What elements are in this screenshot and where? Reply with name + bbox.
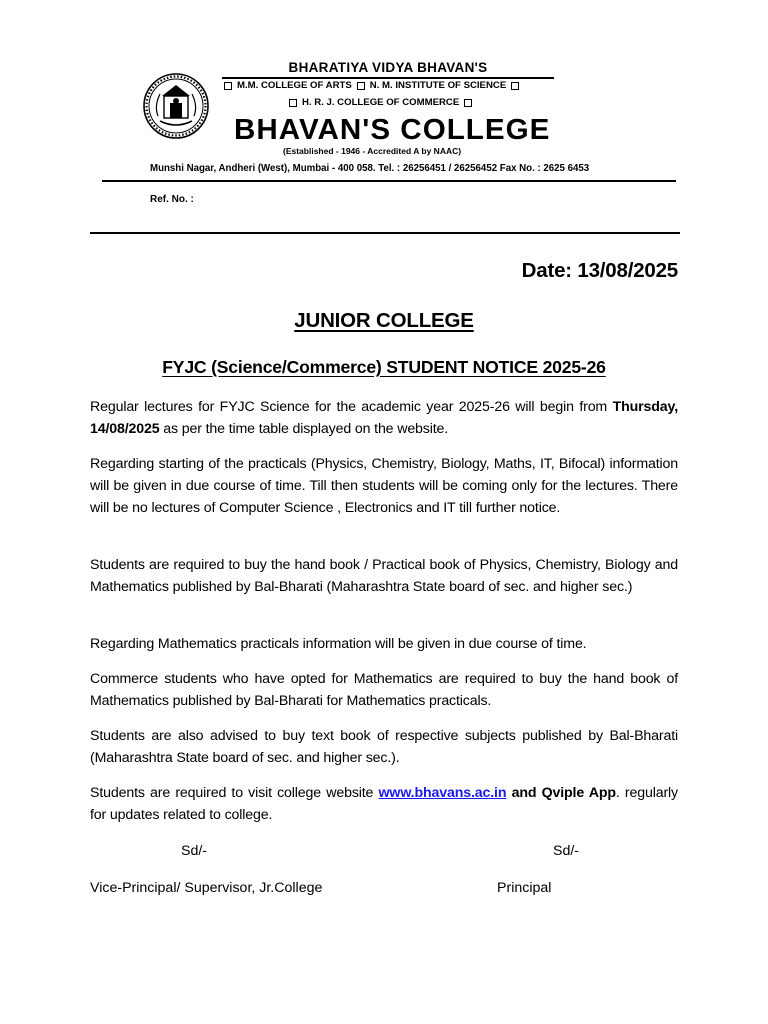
checkbox-square-icon: [511, 82, 519, 90]
paragraph-text: Students are required to visit college website: [90, 785, 379, 801]
paragraph-text: . regularly for updates related to college.: [90, 785, 678, 823]
left-signature: Sd/-: [181, 843, 208, 859]
checkbox-square-icon: [224, 82, 232, 90]
college-of-arts: M.M. COLLEGE OF ARTS: [237, 80, 352, 91]
paragraph-lectures: [90, 396, 678, 440]
vice-principal-title: Vice-Principal/ Supervisor, Jr.College: [90, 880, 323, 896]
letterhead-rule-bottom: [102, 180, 676, 182]
checkbox-square-icon: [464, 99, 472, 107]
paragraph-handbooks: Students are required to buy the hand book / Practical book of Physics, Chemistry, Biology and Mathematics published by Bal-Bharati (Maharashtra State board of sec. and higher sec.): [90, 557, 678, 595]
app-name: and Qviple App: [506, 785, 616, 801]
paragraph-text: Regular lectures for FYJC Science for the academic year 2025-26 will begin from: [90, 399, 613, 415]
paragraph-commerce-math: Commerce students who have opted for Mathematics are required to buy the hand book of Mathematics published by Bal-Bharati for Mathematics practicals.: [90, 671, 678, 709]
established-line: (Established - 1946 - Accredited A by NAAC): [283, 146, 462, 156]
letterhead-rule-top: [222, 77, 554, 79]
college-website-link[interactable]: www.bhavans.ac.in: [378, 785, 507, 801]
department-heading: JUNIOR COLLEGE: [294, 309, 474, 332]
institute-of-science: N. M. INSTITUTE OF SCIENCE: [369, 80, 507, 91]
letterhead-colleges-row-1: [224, 80, 519, 91]
college-name: BHAVAN'S COLLEGE: [234, 114, 551, 146]
notice-date: Date: 13/08/2025: [521, 259, 678, 282]
start-date: Thursday, 14/08/2025: [90, 399, 678, 437]
college-of-commerce: H. R. J. COLLEGE OF COMMERCE: [302, 97, 460, 108]
paragraph-math-practicals: Regarding Mathematics practicals information will be given in due course of time.: [90, 636, 587, 652]
college-emblem-icon: [142, 72, 210, 140]
checkbox-square-icon: [357, 82, 365, 90]
header-divider: [90, 232, 680, 234]
paragraph-textbooks: Students are also advised to buy text book of respective subjects published by Bal-Bharati (Maharashtra State board of sec. and higher sec.).: [90, 728, 678, 766]
paragraph-practicals: Regarding starting of the practicals (Physics, Chemistry, Biology, Maths, IT, Bifocal) information will be given in due course of time. Till then students will be coming only for the lectures. There will be no lectures of Computer Science , Electronics and IT till further notice.: [90, 456, 678, 516]
principal-title: Principal: [497, 880, 552, 896]
ref-number: Ref. No. :: [150, 194, 194, 205]
letterhead-colleges-row-2: [289, 97, 472, 108]
college-address: Munshi Nagar, Andheri (West), Mumbai - 400 058. Tel. : 26256451 / 26256452 Fax No. : 2625 6453: [150, 163, 590, 174]
notice-title: FYJC (Science/Commerce) STUDENT NOTICE 2025-26: [162, 357, 606, 377]
checkbox-square-icon: [289, 99, 297, 107]
paragraph-website: [90, 782, 678, 826]
org-name: BHARATIYA VIDYA BHAVAN'S: [288, 60, 488, 75]
paragraph-text: as per the time table displayed on the website.: [159, 421, 449, 437]
right-signature: Sd/-: [553, 843, 580, 859]
